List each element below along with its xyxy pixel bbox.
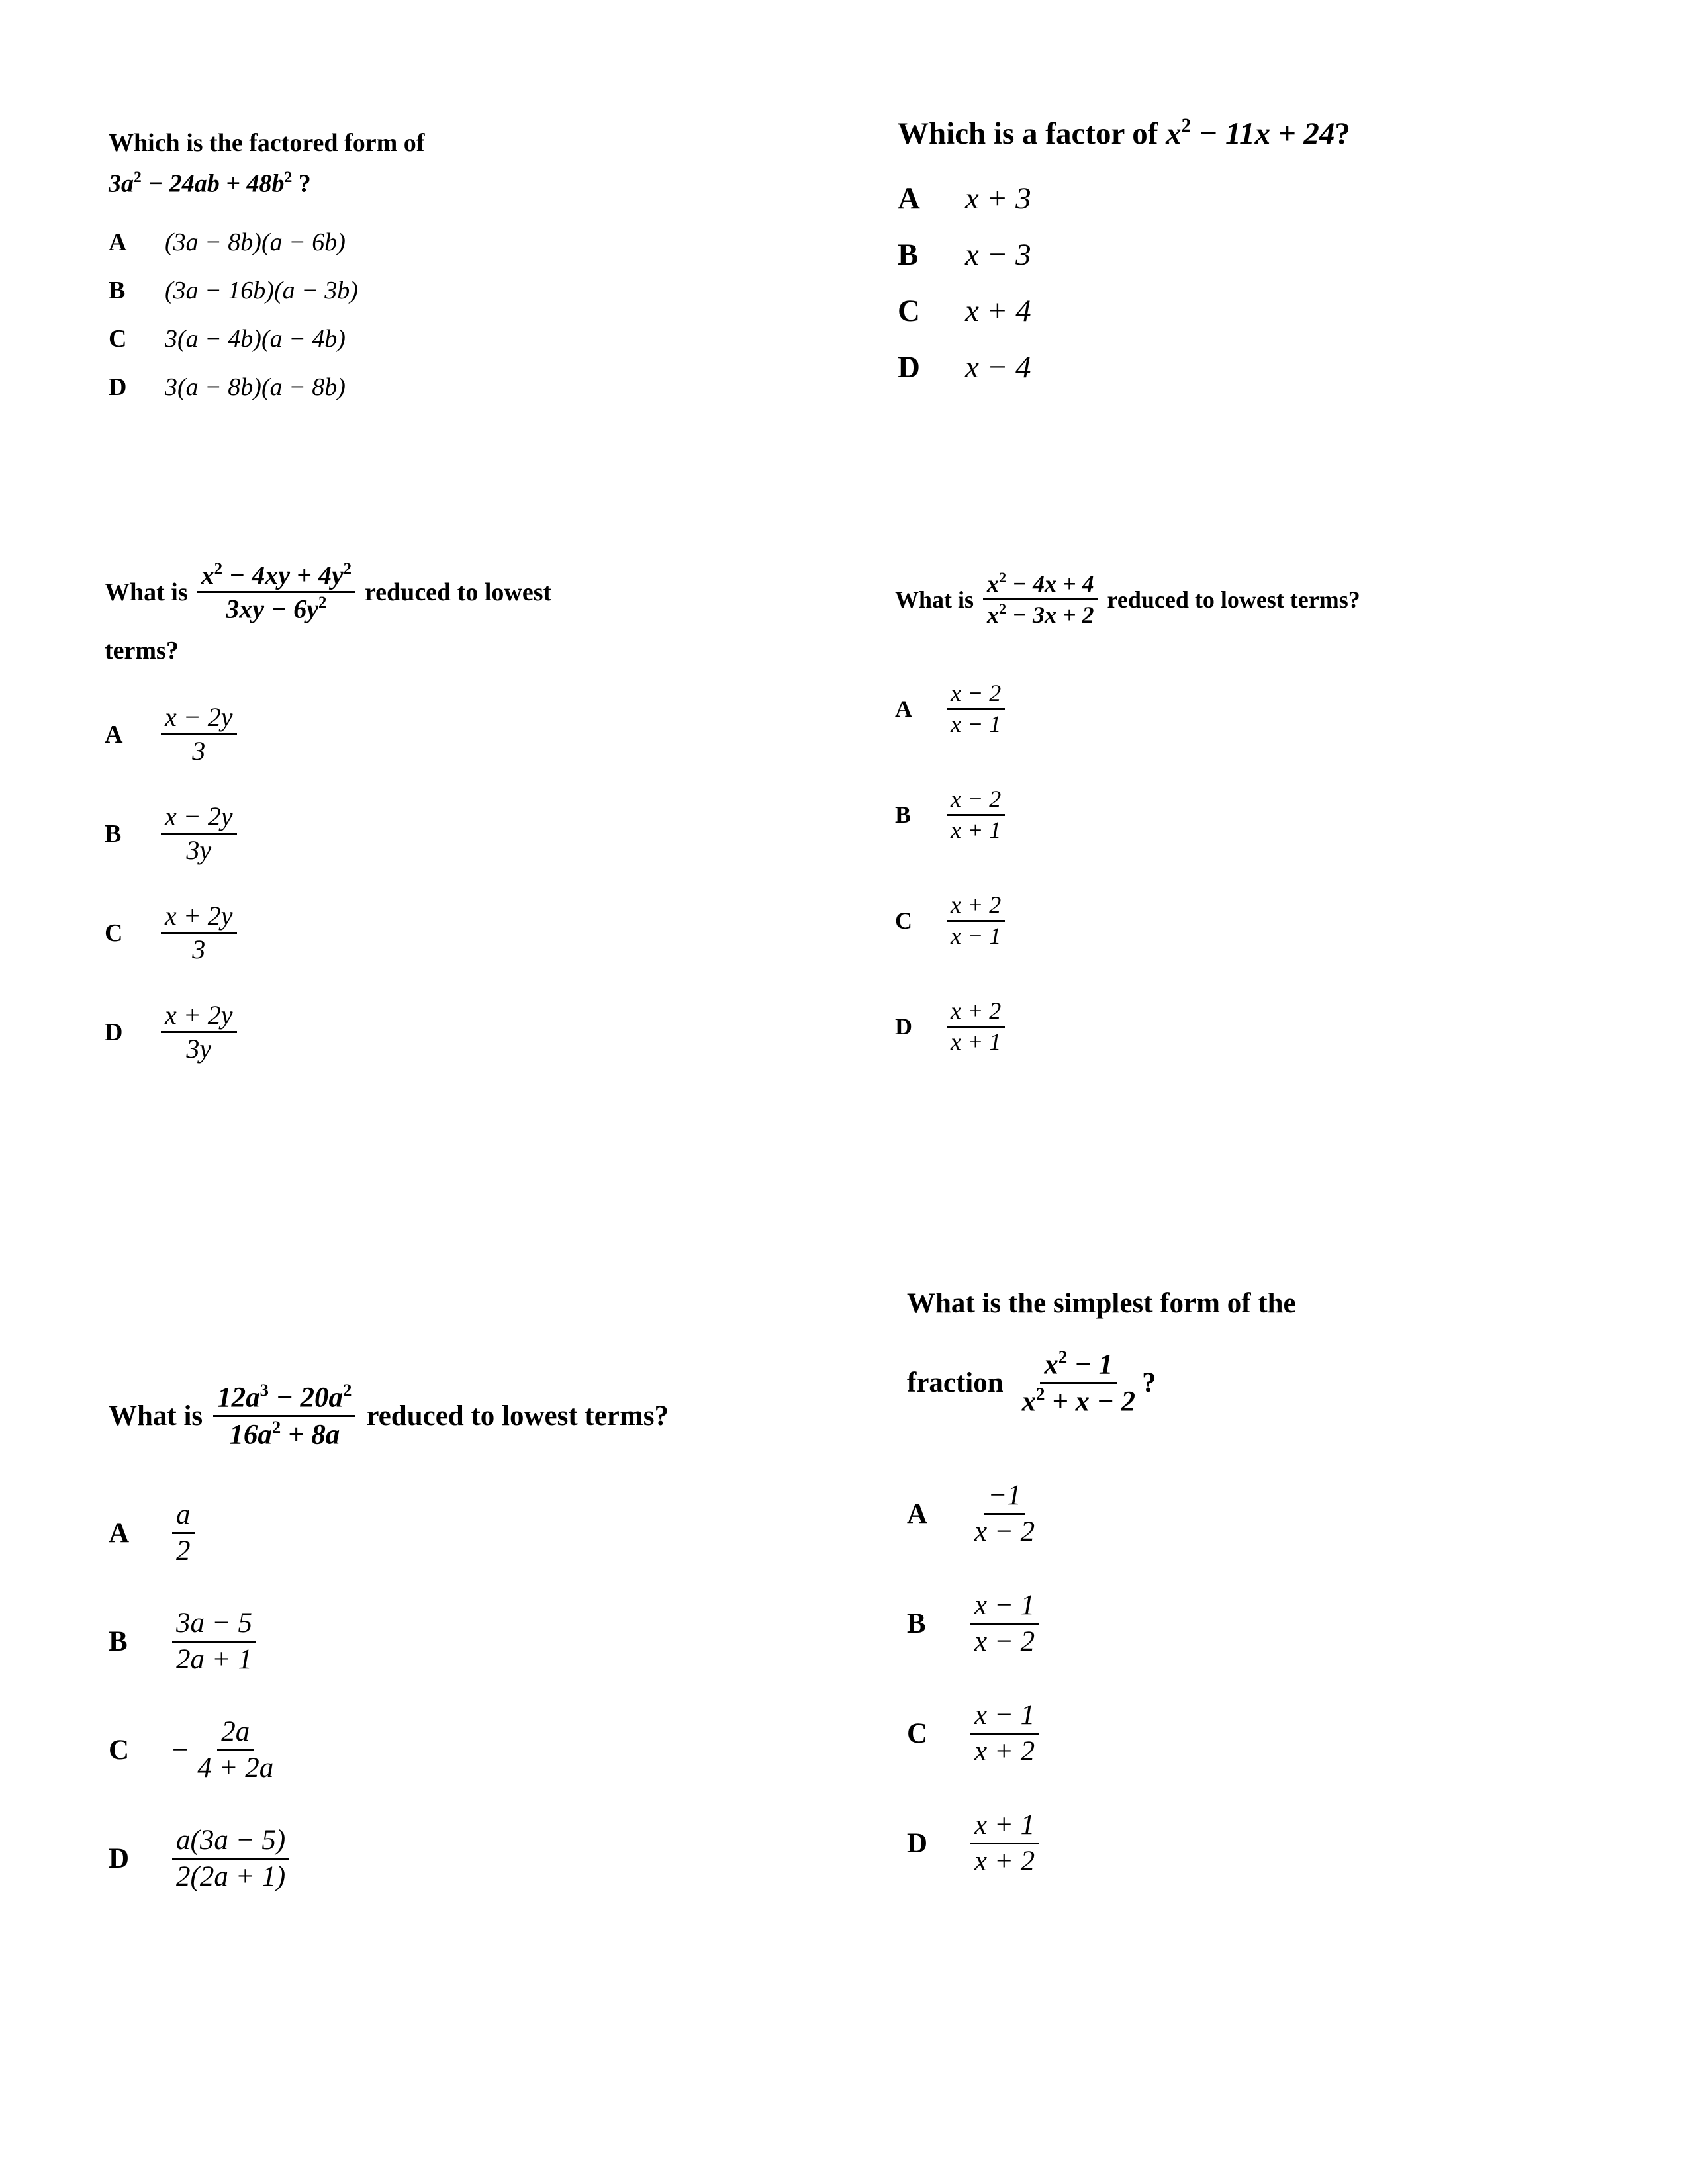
option-fraction: $\frac{x - 2y}{3}$ — [161, 702, 237, 767]
option-letter: C — [898, 293, 920, 328]
option-b[interactable] — [109, 1587, 669, 1696]
option-letter: B — [109, 277, 126, 305]
question-2 — [898, 103, 1350, 395]
option-a[interactable] — [907, 1459, 1296, 1569]
option-fraction: $\frac{x + 2}{x - 1}$ — [947, 891, 1005, 950]
option-text: x − 3 — [965, 237, 1031, 272]
question-1 — [109, 126, 424, 412]
option-a[interactable] — [109, 1479, 669, 1587]
option-letter: C — [105, 919, 123, 947]
option-c[interactable] — [895, 868, 1360, 974]
option-b[interactable] — [898, 226, 1350, 283]
option-d[interactable] — [105, 983, 551, 1082]
question-6-options — [907, 1459, 1296, 1898]
question-5 — [109, 1380, 669, 1913]
option-text: x + 4 — [965, 293, 1031, 328]
option-fraction: $\frac{-1}{x - 2}$ — [974, 1480, 1035, 1547]
option-fraction: $\frac{x + 1}{x + 2}$ — [970, 1808, 1039, 1878]
option-a[interactable] — [105, 685, 551, 784]
option-fraction: $\frac{x - 1}{x - 2}$ — [970, 1588, 1039, 1659]
option-letter: D — [109, 1843, 130, 1874]
question-4-fraction: $\frac{x^2 - 4x + 4}{x^2 - 3x + 2}$ — [983, 569, 1098, 629]
question-3 — [105, 559, 551, 1082]
negative-sign: − — [172, 1734, 189, 1766]
option-b[interactable] — [109, 267, 424, 315]
question-2-stem: Which is a factor of $x^2 - 11x + 24$? — [898, 115, 1350, 152]
question-5-fraction: $\frac{12a^3 - 20a^2}{16a^2 + 8a}$ — [213, 1380, 355, 1452]
question-6-stem: What is the simplest form of the — [907, 1288, 1296, 1319]
option-letter: D — [895, 1013, 912, 1040]
option-text: 3(a − 8b)(a − 8b) — [165, 373, 346, 402]
option-d[interactable] — [898, 339, 1350, 395]
option-letter: A — [109, 228, 127, 257]
option-c[interactable] — [907, 1678, 1296, 1788]
option-fraction: $\frac{a(3a - 5)}{2(2a + 1)}$ — [172, 1823, 289, 1893]
option-letter: B — [109, 1625, 128, 1657]
option-b[interactable] — [907, 1569, 1296, 1678]
option-fraction: $\frac{2a}{4 + 2a}$ — [197, 1716, 274, 1784]
question-3-stem-line2: terms? — [105, 636, 179, 664]
option-c[interactable] — [105, 884, 551, 983]
option-letter: B — [895, 801, 912, 829]
option-fraction: $\frac{x - 2}{x + 1}$ — [947, 785, 1005, 844]
option-c[interactable] — [898, 283, 1350, 339]
option-letter: B — [105, 819, 122, 848]
option-letter: B — [898, 237, 919, 272]
option-text: 3(a − 4b)(a − 4b) — [165, 325, 346, 353]
option-letter: D — [105, 1018, 123, 1046]
option-letter: A — [109, 1517, 130, 1549]
option-fraction: $\frac{a}{2}$ — [172, 1498, 195, 1568]
option-letter: C — [895, 907, 912, 934]
question-1-options — [109, 218, 424, 412]
option-letter: C — [907, 1717, 928, 1749]
option-text: (3a − 8b)(a − 6b) — [165, 228, 346, 257]
question-1-expression: $3a^2 - 24ab + 48b^2$ ? — [109, 169, 311, 198]
question-6-fraction: $\frac{x^2 - 1}{x^2 + x - 2}$ — [1021, 1347, 1136, 1418]
option-fraction: $\frac{x + 2y}{3}$ — [161, 900, 237, 966]
option-letter: A — [105, 720, 123, 749]
option-a[interactable] — [898, 170, 1350, 226]
option-letter: C — [109, 325, 127, 353]
option-text: x + 3 — [965, 181, 1031, 216]
option-d[interactable] — [109, 363, 424, 412]
option-fraction: $\frac{x + 2}{x + 1}$ — [947, 997, 1005, 1056]
question-4 — [895, 569, 1360, 1079]
option-c[interactable] — [109, 315, 424, 363]
option-d[interactable] — [895, 974, 1360, 1079]
option-letter: D — [907, 1827, 928, 1859]
option-b[interactable] — [895, 762, 1360, 868]
question-6-stem-line2: fraction $\frac{x^2 - 1}{x^2 + x - 2}$ ? — [907, 1347, 1296, 1419]
option-letter: A — [907, 1498, 928, 1529]
option-c[interactable] — [109, 1696, 669, 1804]
option-text: x − 4 — [965, 349, 1031, 385]
question-2-options — [898, 170, 1350, 395]
question-6 — [907, 1281, 1296, 1898]
question-3-options — [105, 685, 551, 1082]
question-2-expression: $x^2 - 11x + 24$ — [1166, 115, 1335, 152]
option-text: (3a − 16b)(a − 3b) — [165, 277, 358, 305]
question-5-stem: What is $\frac{12a^3 - 20a^2}{16a^2 + 8a}$ reduced to lowest terms? — [109, 1380, 669, 1452]
question-3-stem: What is $\frac{x^2 - 4xy + 4y^2}{3xy - 6y^2}$ reduced to lowest — [105, 560, 552, 624]
option-a[interactable] — [109, 218, 424, 267]
option-a[interactable] — [895, 656, 1360, 762]
option-letter: D — [898, 349, 920, 385]
question-5-options — [109, 1479, 669, 1913]
option-d[interactable] — [109, 1804, 669, 1913]
question-3-fraction: $\frac{x^2 - 4xy + 4y^2}{3xy - 6y^2}$ — [197, 559, 355, 625]
option-fraction: $\frac{x + 2y}{3y}$ — [161, 999, 237, 1065]
question-1-stem: Which is the factored form of — [109, 129, 425, 157]
question-4-options — [895, 656, 1360, 1079]
option-letter: A — [895, 696, 912, 723]
option-fraction: $\frac{3a - 5}{2a + 1}$ — [172, 1606, 256, 1676]
option-letter: D — [109, 373, 127, 402]
option-fraction: $\frac{x - 2y}{3y}$ — [161, 801, 237, 866]
option-letter: B — [907, 1608, 926, 1639]
option-b[interactable] — [105, 784, 551, 884]
option-letter: C — [109, 1734, 130, 1766]
option-fraction: $\frac{x - 2}{x - 1}$ — [947, 679, 1005, 738]
question-4-stem: What is $\frac{x^2 - 4x + 4}{x^2 - 3x + 2}$ reduced to lowest terms? — [895, 569, 1360, 629]
option-d[interactable] — [907, 1788, 1296, 1898]
option-letter: A — [898, 181, 920, 216]
option-fraction: $\frac{x - 1}{x + 2}$ — [970, 1698, 1039, 1768]
